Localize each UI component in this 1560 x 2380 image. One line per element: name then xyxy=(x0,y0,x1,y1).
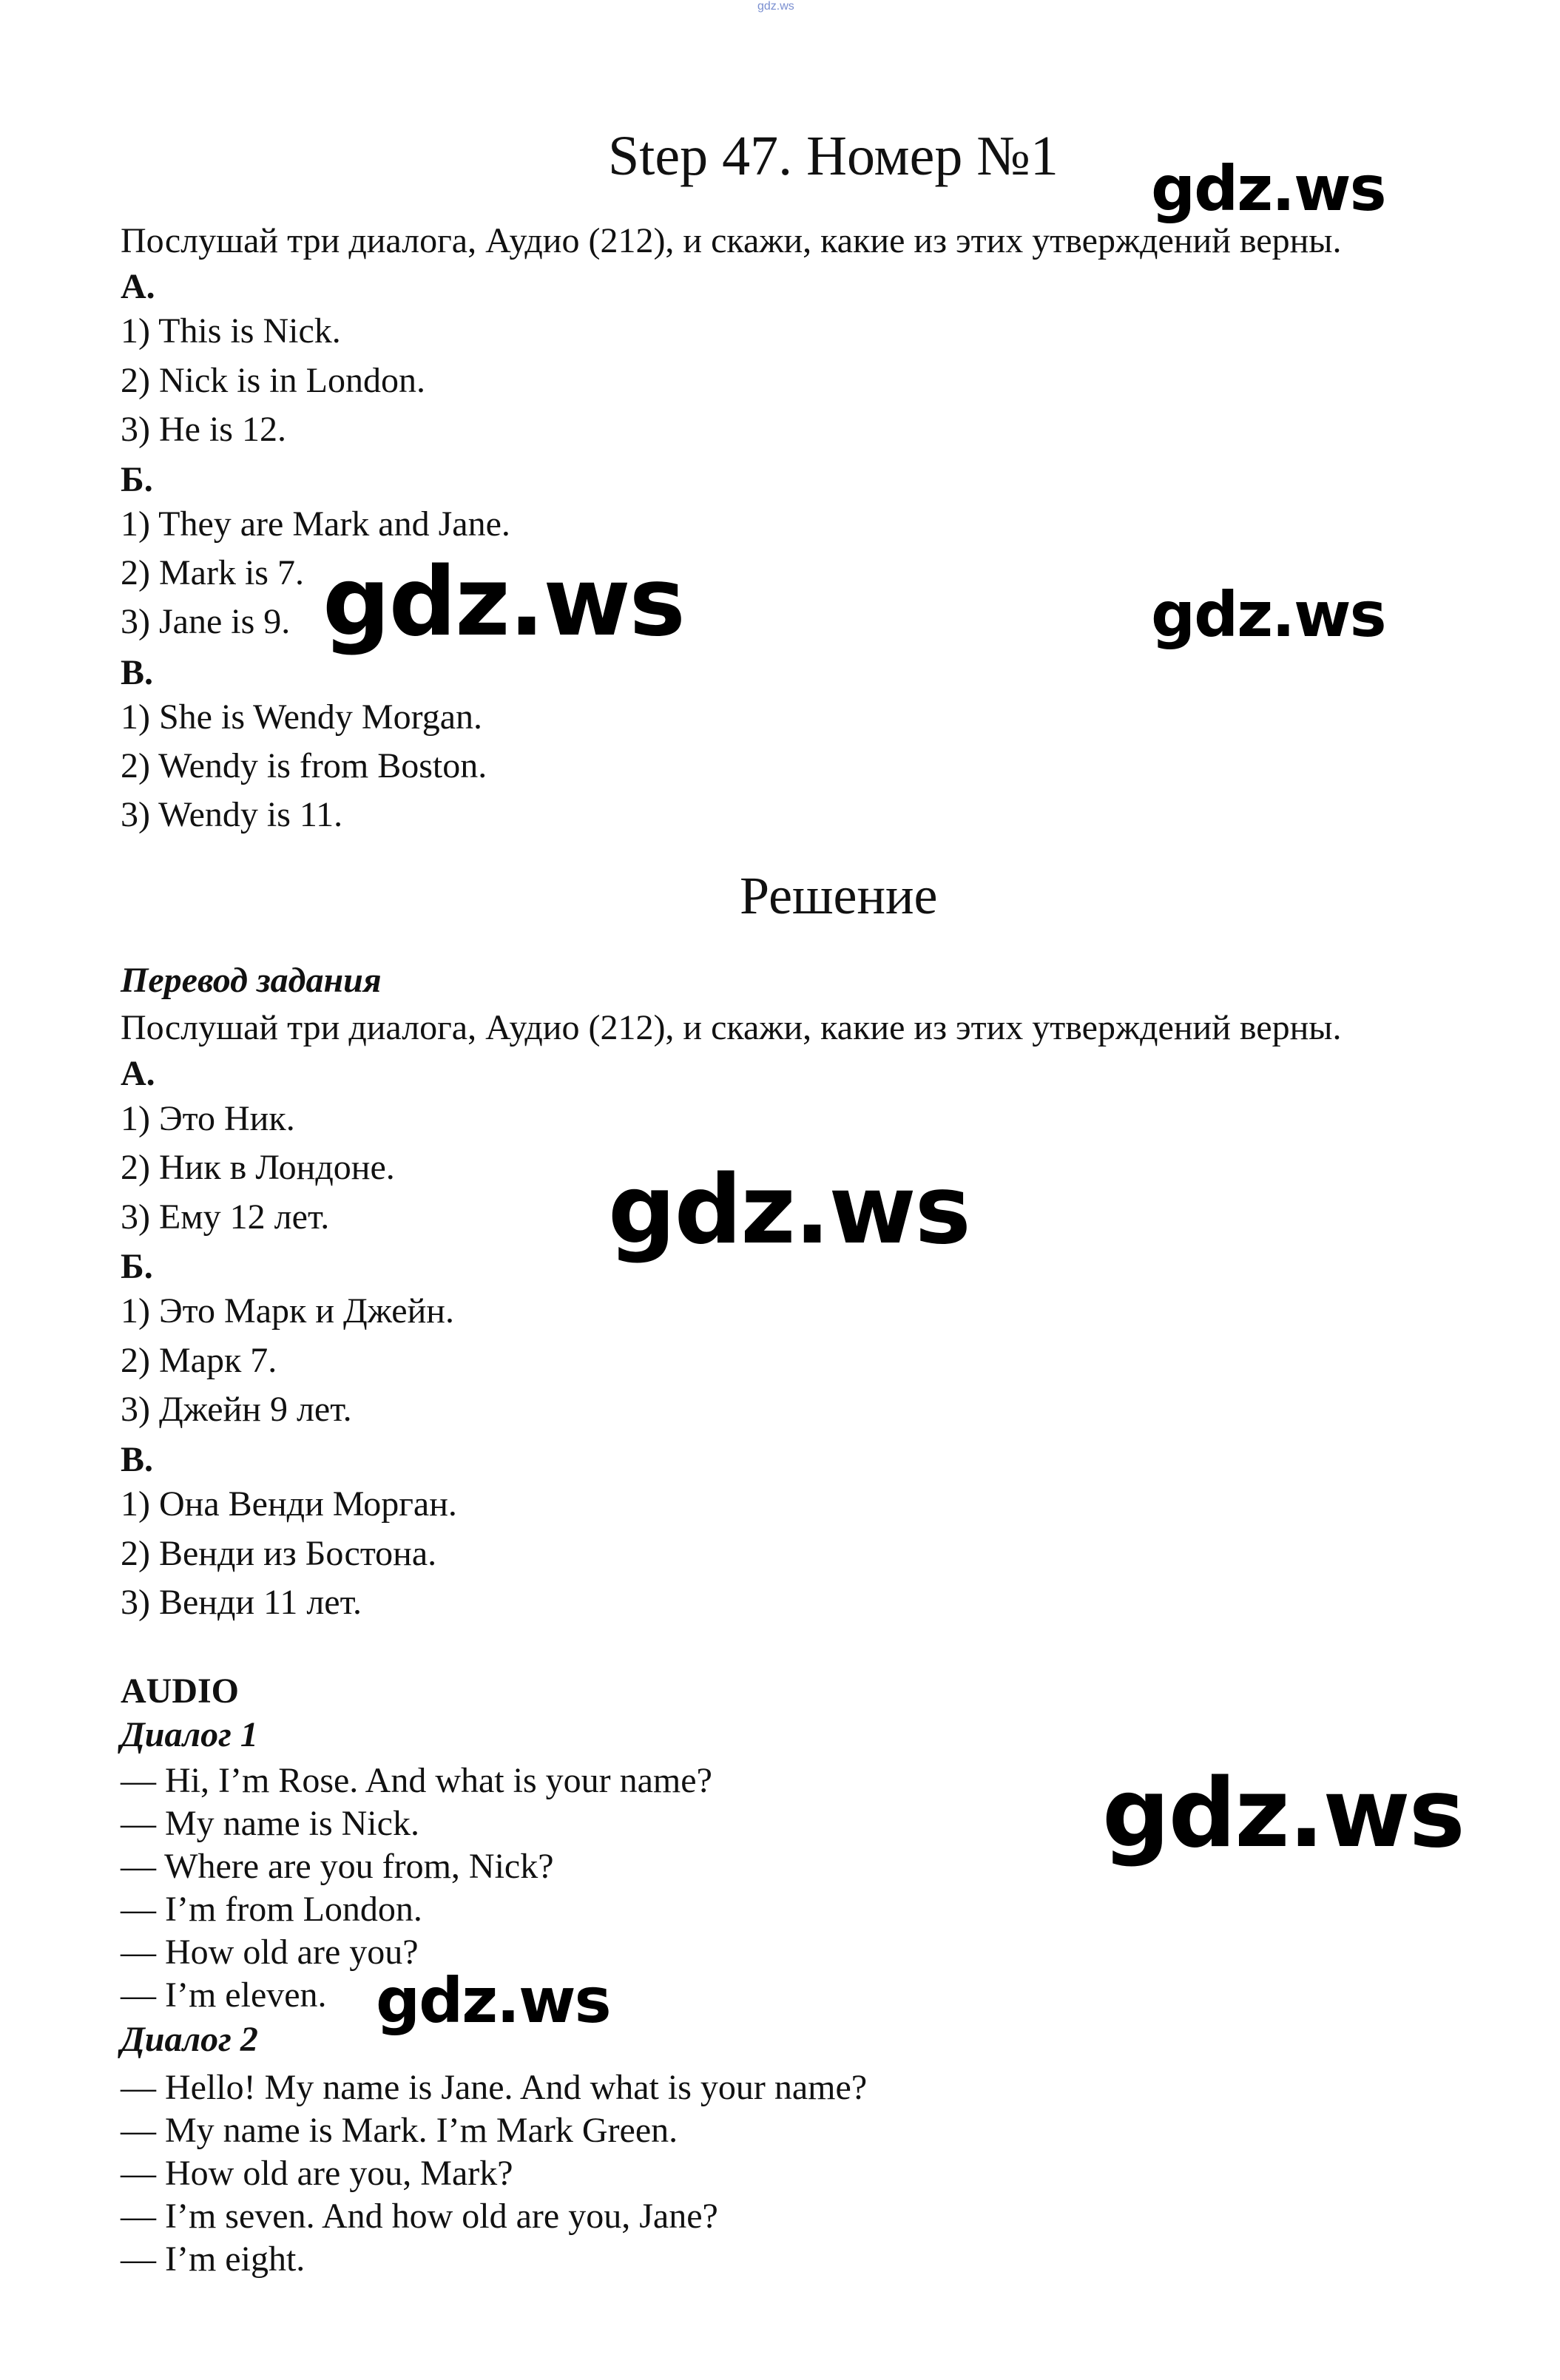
page-title: Step 47. Номер №1 xyxy=(608,125,1058,187)
task-item: 3) Jane is 9. xyxy=(121,602,291,641)
task-instruction: Послушай три диалога, Аудио (212), и скажи, какие из этих утверждений верны. xyxy=(121,221,1342,260)
solution-item: 3) Венди 11 лет. xyxy=(121,1583,362,1622)
solution-item: 1) Это Ник. xyxy=(121,1099,295,1138)
audio-label: AUDIO xyxy=(121,1671,240,1711)
watermark: gdz.ws xyxy=(323,547,684,657)
watermark: gdz.ws xyxy=(1151,152,1385,225)
dialog-title: Диалог 2 xyxy=(121,2020,258,2059)
dialog-line: — Hello! My name is Jane. And what is your name? xyxy=(121,2068,868,2107)
watermark: gdz.ws xyxy=(376,1964,610,2037)
dialog-line: — My name is Mark. I’m Mark Green. xyxy=(121,2111,678,2150)
solution-section-label-b: Б. xyxy=(121,1247,153,1286)
dialog-line: — Where are you from, Nick? xyxy=(121,1847,554,1886)
solution-section-label-v: В. xyxy=(121,1440,154,1479)
dialog-line: — I’m eight. xyxy=(121,2239,305,2279)
solution-item: 1) Она Венди Морган. xyxy=(121,1484,457,1524)
task-item: 2) Wendy is from Boston. xyxy=(121,746,487,785)
dialog-line: — My name is Nick. xyxy=(121,1804,419,1843)
solution-item: 1) Это Марк и Джейн. xyxy=(121,1291,454,1331)
dialog-line: — I’m seven. And how old are you, Jane? xyxy=(121,2197,718,2236)
task-item: 2) Nick is in London. xyxy=(121,361,425,400)
task-item: 1) She is Wendy Morgan. xyxy=(121,697,482,737)
solution-item: 2) Венди из Бостона. xyxy=(121,1534,437,1573)
watermark: gdz.ws xyxy=(1102,1759,1464,1869)
solution-item: 3) Ему 12 лет. xyxy=(121,1197,330,1237)
task-item: 3) He is 12. xyxy=(121,410,286,449)
task-section-label-a: А. xyxy=(121,267,155,306)
task-item: 2) Mark is 7. xyxy=(121,553,304,592)
site-mark: gdz.ws xyxy=(757,0,794,13)
dialog-line: — I’m eleven. xyxy=(121,1975,327,2015)
watermark: gdz.ws xyxy=(608,1155,970,1265)
task-section-label-b: Б. xyxy=(121,460,153,499)
dialog-line: — Hi, I’m Rose. And what is your name? xyxy=(121,1761,712,1800)
solution-item: 2) Ник в Лондоне. xyxy=(121,1148,395,1187)
dialog-line: — I’m from London. xyxy=(121,1890,422,1929)
task-item: 1) They are Mark and Jane. xyxy=(121,504,510,544)
solution-item: 3) Джейн 9 лет. xyxy=(121,1390,352,1429)
watermark: gdz.ws xyxy=(1151,578,1385,651)
task-section-label-v: В. xyxy=(121,653,154,692)
solution-heading: Решение xyxy=(740,866,938,925)
solution-instruction: Послушай три диалога, Аудио (212), и скажи, какие из этих утверждений верны. xyxy=(121,1008,1342,1047)
dialog-line: — How old are you, Mark? xyxy=(121,2154,513,2193)
task-item: 1) This is Nick. xyxy=(121,311,341,351)
solution-section-label-a: А. xyxy=(121,1054,155,1093)
dialog-line: — How old are you? xyxy=(121,1933,419,1972)
dialog-title: Диалог 1 xyxy=(121,1715,258,1754)
translation-title: Перевод задания xyxy=(121,961,382,1000)
task-item: 3) Wendy is 11. xyxy=(121,795,343,834)
solution-item: 2) Марк 7. xyxy=(121,1341,277,1380)
